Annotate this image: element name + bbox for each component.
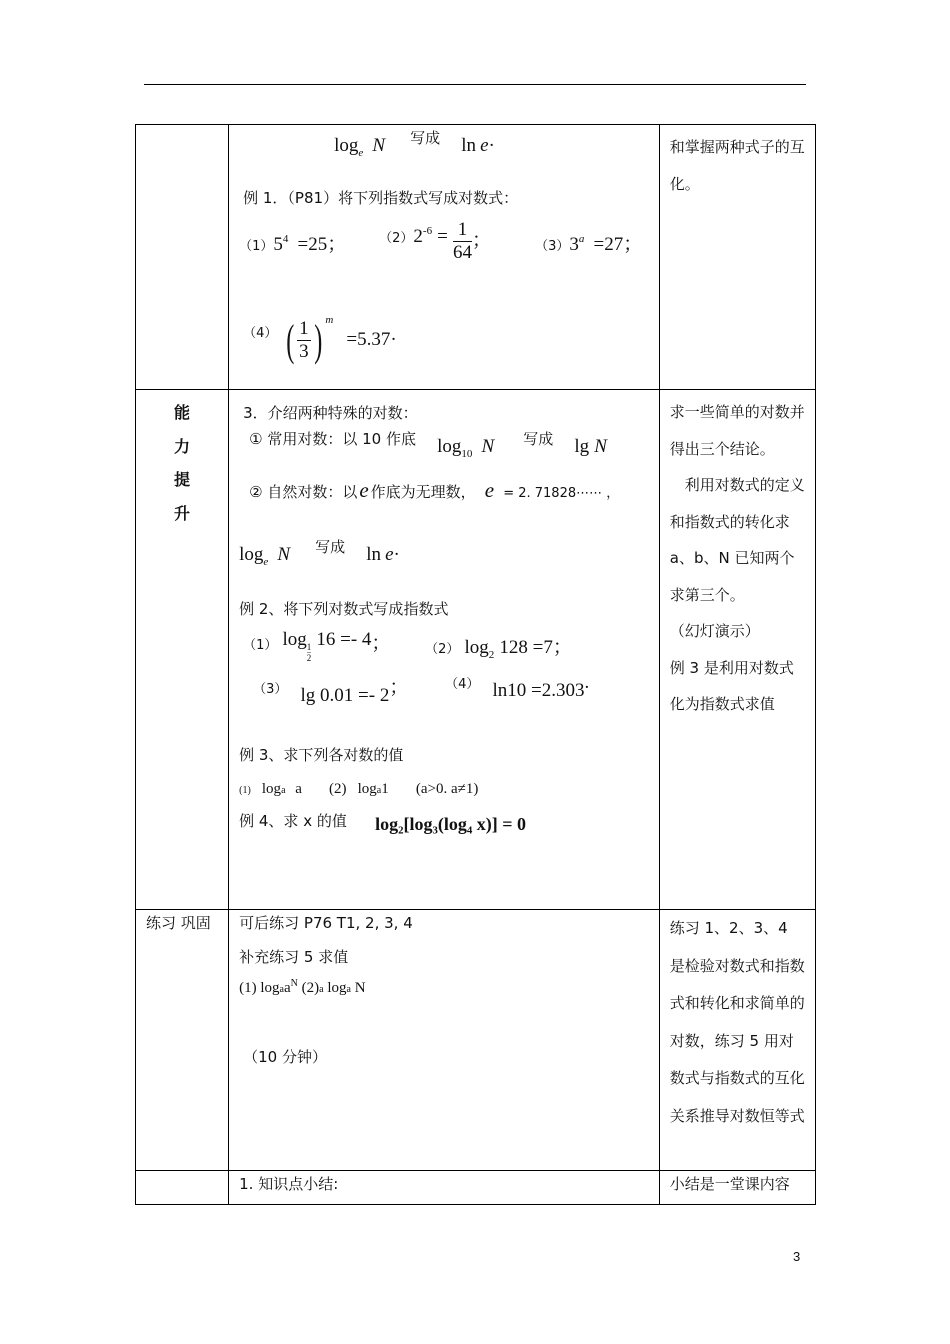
common-log-line: ① 常用对数：以 10 作底 $\log_{10} N$ 写成 lg N (249, 430, 607, 460)
example-4-heading: 例 4、求 x 的值 (239, 812, 347, 830)
example-2-item-3: $^{(3)}$ lg 0.01 =- 2； (253, 677, 409, 706)
example-2-item-2: （2） $\log_2 128 =7$； (425, 637, 572, 661)
example-2-item-1: （1） log $\frac{1}{2}$ 16 =- 4； (243, 629, 391, 663)
row-practice-label: 练习 巩固 (146, 914, 211, 932)
row-practice-label-cell (136, 910, 229, 1171)
example-2-item-4: $^{(4)}$ ln10 =2.303. (445, 672, 590, 701)
special-logs-heading: 3．介绍两种特殊的对数： (243, 404, 418, 422)
practice-line-3: (1) logaa$^N$ (2)a loga N (239, 978, 366, 996)
fraction-1-over-3: $\frac{1}{3}$ (299, 318, 309, 362)
row-summary-content-cell (229, 1171, 660, 1205)
example-2-heading: 例 2、将下列对数式写成指数式 (239, 600, 449, 618)
example-3-items: (1) loga a (2) loga1 (a>0. a≠1) (239, 781, 479, 797)
example-1-item-4: $^{(4)}$ ( $\frac{1}{3}$ ) $^m$ =5.37· (243, 314, 397, 365)
row-intro-content-cell (229, 125, 660, 390)
example-4-equation: log₂[log₃(log₄ x)] = 0 (375, 814, 527, 834)
row-ability-note: 求一些简单的对数并得出三个结论。 利用对数式的定义和指数式的转化求 a、b、N 已知两个求第三个。 （幻灯演示） 例 3 是利用对数式化为指数式求值 (669, 403, 805, 713)
example-1-heading: 例 1．（P81）将下列指数式写成对数式： (243, 189, 519, 207)
fraction-1-over-64: $\frac{1}{64}$ (452, 219, 472, 263)
practice-line-1: 可后练习 P76 T1, 2, 3, 4 (239, 914, 413, 932)
row-ability-content-cell (229, 390, 660, 910)
header-rule (144, 84, 806, 85)
row-ability-note-cell (659, 390, 815, 910)
row-practice-note: 练习 1、2、3、4 是检验对数式和指数式和转化和求简单的对数，练习 5 用对数式与指数式的互化关系推导对数恒等式 (669, 919, 805, 1125)
ln-definition-line: $\log_e N$ 写成 ln e· (334, 129, 495, 159)
natural-log-line: ② 自然对数：以e 作底为无理数， e = 2. 71828⋯⋯ ， (249, 478, 620, 502)
row-intro-label-cell (136, 125, 229, 390)
example-3-heading: 例 3、求下列各对数的值 (239, 746, 404, 764)
practice-line-2: 补充练习 5 求值 (239, 948, 349, 966)
ln-line: $\log_e N$ 写成 ln e· (239, 538, 400, 568)
table-row-intro (136, 125, 816, 390)
row-practice-note-cell (659, 910, 815, 1171)
row-ability-label: 能 力 提 升 (174, 403, 191, 523)
example-1-item-3: （3）3$^a$ =27； (535, 233, 643, 255)
table-row-ability (136, 390, 816, 910)
row-intro-note: 和掌握两种式子的互化。 (669, 138, 805, 193)
lesson-table (135, 124, 816, 1205)
page-number: 3 (793, 1249, 801, 1264)
example-1-item-2: $^{(2)}2^{-6}$ = $\frac{1}{64}$ ； (379, 219, 491, 263)
table-row-summary (136, 1171, 816, 1205)
row-summary-note-cell (659, 1171, 815, 1205)
example-1-item-1: $(1)5^4 =25$； (239, 233, 347, 255)
row-intro-note-cell (659, 125, 815, 390)
row-ability-label-cell (136, 390, 229, 910)
summary-text: 1. 知识点小结: (239, 1175, 339, 1193)
summary-note: 小结是一堂课内容 (669, 1175, 790, 1193)
row-practice-content-cell (229, 910, 660, 1171)
table-row-practice (136, 910, 816, 1171)
practice-duration: （10 分钟） (243, 1048, 327, 1066)
row-summary-label-cell (136, 1171, 229, 1205)
